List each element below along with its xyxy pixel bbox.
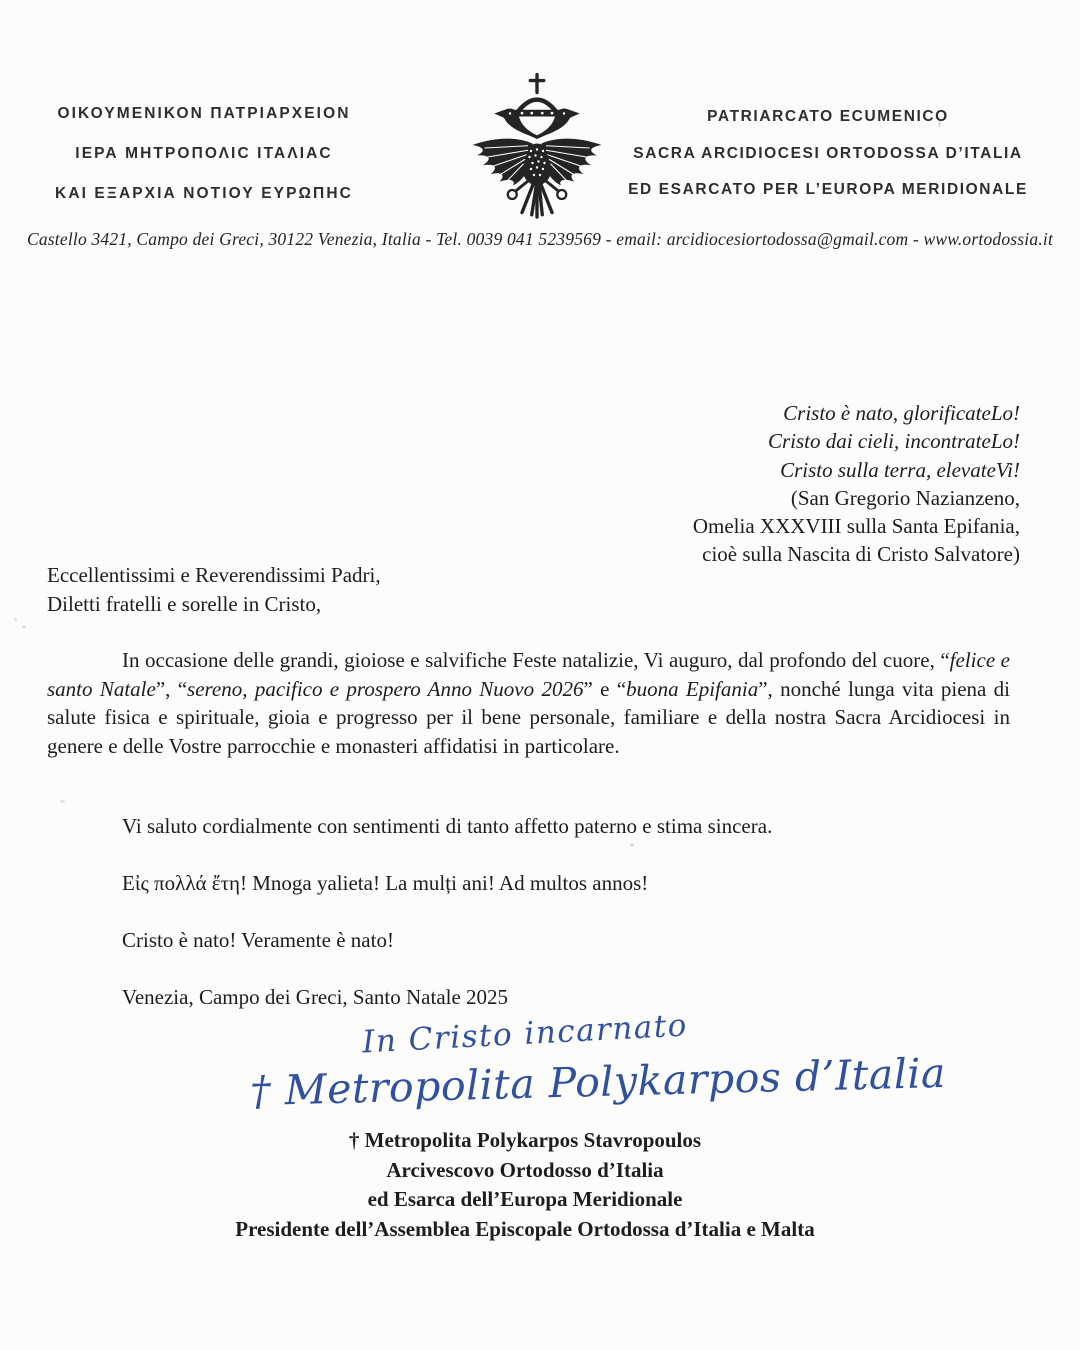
paragraph-text: In occasione delle grandi, gioiose e salvifiche Feste natalizie, Vi auguro, dal profondo del cuore, “ (122, 648, 950, 672)
paragraph-italic-quote: buona Epifania (626, 676, 759, 701)
paragraph-text: ”, “ (155, 676, 188, 701)
letterhead-greek-line: ΟΙΚΟΥΜΕΝΙΚΟΝ ΠΑΤΡΙΑΡΧΕΙΟΝ (57, 105, 351, 122)
letterhead-italian-line: SACRA ARCIDIOCESI ORTODOSSA D’ITALIA (633, 144, 1023, 162)
scan-speck (22, 625, 26, 628)
scan-speck (938, 120, 941, 127)
epigraph-line: Cristo sulla terra, elevateVi! (780, 457, 1020, 482)
signatory-title: Presidente dell’Assemblea Episcopale Ortodossa d’Italia e Malta (235, 1216, 815, 1241)
letterhead-greek-line: ΚΑΙ ΕΞΑΡΧΙΑ ΝΟΤΙΟΥ ΕΥΡΩΠΗC (55, 185, 353, 202)
letterhead-greek-line: ΙΕΡΑ ΜΗΤΡΟΠΟΛΙC ΙΤΑΛΙΑC (75, 145, 333, 162)
double-headed-eagle-logo (462, 70, 612, 220)
letterhead-greek-block (30, 94, 378, 214)
paragraph-christ-is-born: Cristo è nato! Veramente è nato! (122, 928, 394, 952)
handwritten-signature: † Metropolita Polykarpos d’Italia (249, 1048, 947, 1116)
epigraph-attribution-line: cioè sulla Nascita di Cristo Salvatore) (702, 542, 1020, 567)
scan-speck (14, 618, 17, 621)
salutation-line: Eccellentissimi e Reverendissimi Padri, (47, 563, 381, 587)
paragraph-multilingual-wishes: Εἰς πολλά ἔτη! Mnoga yalieta! La mulți ani! Ad multos annos! (122, 871, 649, 895)
handwritten-dedication: In Cristo incarnato (361, 1007, 689, 1061)
salutation-line: Diletti fratelli e sorelle in Cristo, (47, 591, 322, 616)
paragraph-greeting: Vi saluto cordialmente con sentimenti di tanto affetto paterno e stima sincera. (122, 814, 773, 838)
scan-speck (60, 800, 65, 803)
epigraph-line: Cristo è nato, glorificateLo! (783, 401, 1020, 425)
paragraph-text: ” e “ (583, 676, 627, 701)
epigraph-attribution-line: Omelia XXXVIII sulla Santa Epifania, (692, 514, 1020, 539)
epigraph-attribution-line: (San Gregorio Nazianzeno, (790, 485, 1020, 510)
salutation (47, 561, 381, 618)
signatory-title: ed Esarca dell’Europa Meridionale (367, 1187, 683, 1211)
dateline: Venezia, Campo dei Greci, Santo Natale 2025 (122, 985, 509, 1009)
letterhead-italian-line: ED ESARCATO PER L’EUROPA MERIDIONALE (628, 181, 1028, 198)
double-headed-eagle-icon (462, 70, 612, 220)
paragraph-wishes (47, 646, 1010, 760)
scan-speck (630, 843, 634, 847)
signatory-title: Arcivescovo Ortodosso d’Italia (386, 1157, 664, 1182)
paragraph-text: ”, nonché lunga vita piena di salute fisica e spirituale, gioia e progresso per il bene personale, familiare e della nostra Sacra Arcidiocesi in genere e delle Vostre parrocchie e monasteri affidatisi in particolare. (47, 676, 1010, 758)
epigraph-line: Cristo dai cieli, incontrateLo! (768, 429, 1020, 454)
letterhead-italian-line: PATRIARCATO ECUMENICO (707, 108, 949, 125)
paragraph-italic-quote: sereno, pacifico e prospero Anno Nuovo 2026 (187, 676, 584, 701)
epigraph-quote (693, 399, 1020, 569)
letterhead-address-line: Castello 3421, Campo dei Greci, 30122 Venezia, Italia - Tel. 0039 041 5239569 - email: arcidiocesiortodossa@gmail.com - www.ortodossia.it (26, 229, 1054, 249)
paragraph-italic-quote: felice e santo Natale (47, 648, 1010, 701)
typed-signature-block (105, 1126, 945, 1244)
letterhead-italian-block (606, 99, 1050, 209)
signatory-name: † Metropolita Polykarpos Stavropoulos (348, 1128, 702, 1152)
